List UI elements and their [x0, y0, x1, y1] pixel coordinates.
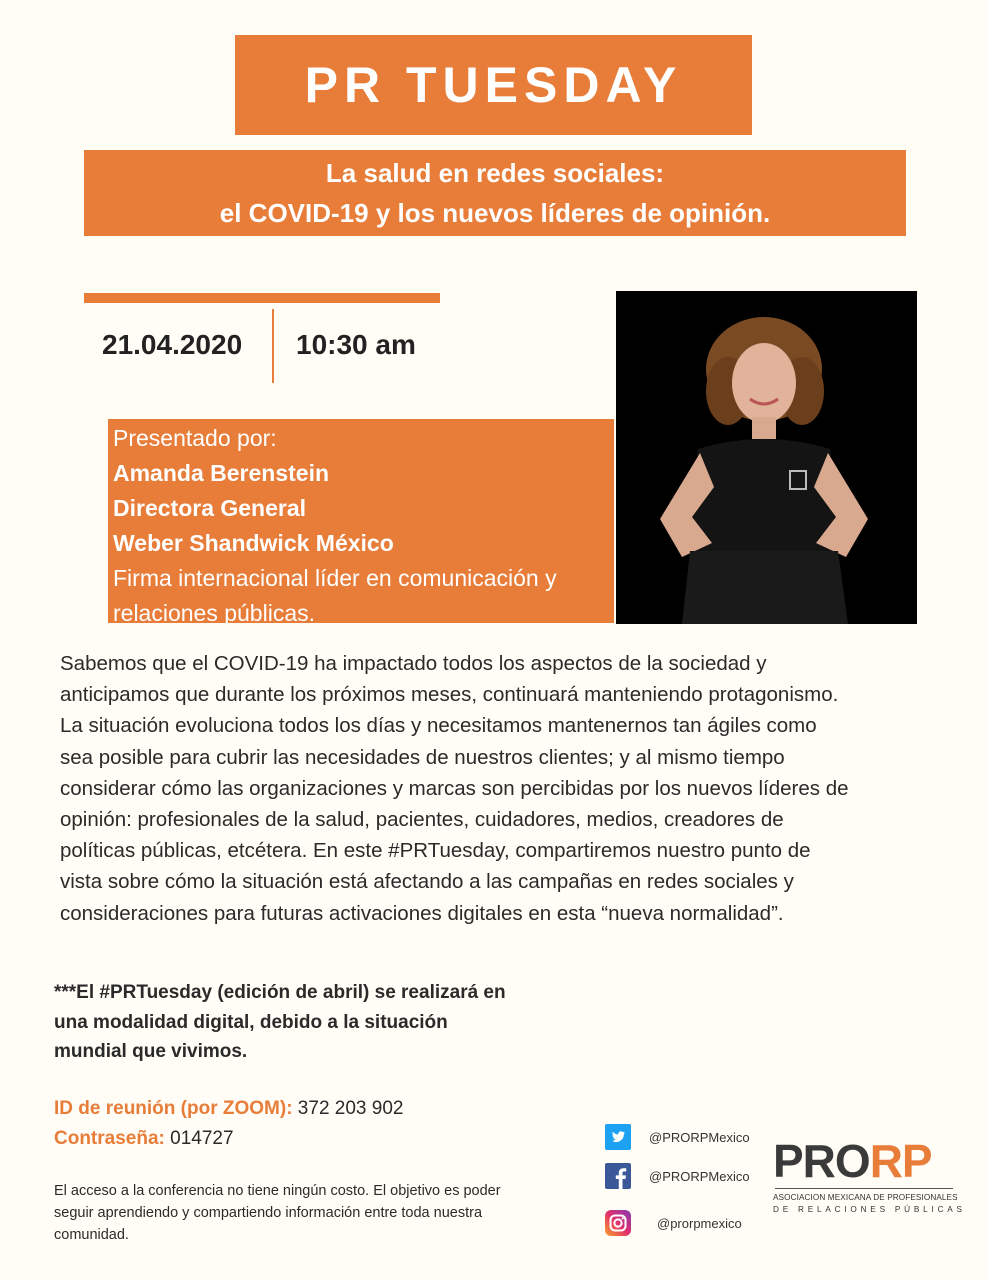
date-accent-bar [84, 293, 440, 303]
twitter-handle[interactable]: @PRORPMexico [649, 1129, 750, 1145]
subtitle-line-2: el COVID-19 y los nuevos líderes de opinión. [219, 198, 771, 228]
paragraph-line: opinión: profesionales de la salud, pacientes, cuidadores, medios, creadores de [60, 808, 784, 832]
logo-subtitle-2: DE RELACIONES PÚBLICAS [773, 1205, 966, 1214]
footer-line-2: seguir aprendiendo y compartiendo información entre toda nuestra [54, 1205, 483, 1221]
presenter-photo [616, 291, 917, 624]
logo-mark [773, 1135, 958, 1187]
meeting-id-row [54, 1094, 403, 1124]
paragraph-line: considerar cómo las organizaciones y marcas son percibidas por los nuevos líderes de [60, 776, 849, 800]
presenter-description-1: Firma internacional líder en comunicación y [113, 565, 557, 591]
page-title: PR TUESDAY [304, 57, 683, 113]
subtitle-banner [84, 150, 906, 236]
paragraph-line: consideraciones para futuras activaciones digitales en esta “nueva normalidad”. [60, 901, 784, 925]
event-time: 10:30 am [296, 329, 416, 360]
presenter-name: Amanda Berenstein [113, 460, 330, 486]
meeting-password-row [54, 1124, 403, 1154]
footer-line-1: El acceso a la conferencia no tiene ningún costo. El objetivo es poder [54, 1183, 501, 1199]
social-facebook[interactable] [605, 1163, 750, 1189]
logo-mark-rp: RP [869, 1135, 932, 1187]
presenter-card [108, 419, 614, 626]
paragraph-line: Sabemos que el COVID-19 ha impactado todos los aspectos de la sociedad y [60, 652, 767, 675]
footer-line-3: comunidad. [54, 1227, 129, 1243]
presenter-company: Weber Shandwick México [113, 530, 394, 556]
digital-notice [54, 978, 506, 1067]
presenter-intro: Presentado por: [113, 425, 277, 451]
meeting-info [54, 1094, 403, 1153]
paragraph-line: sea posible para cubrir las necesidades de nuestros clientes; y al mismo tiempo [60, 745, 785, 769]
facebook-handle[interactable]: @PRORPMexico [649, 1168, 750, 1184]
paragraph-line: vista sobre cómo la situación está afectando a las campañas en redes sociales y [60, 870, 794, 894]
social-instagram[interactable] [605, 1210, 742, 1236]
logo-divider [775, 1188, 953, 1189]
description-paragraph [60, 648, 950, 929]
social-twitter[interactable] [605, 1124, 750, 1150]
paragraph-line: políticas públicas, etcétera. En este #PRTuesday, compartiremos nuestro punto de [60, 839, 811, 863]
notice-line-1: ***El #PRTuesday (edición de abril) se realizará en [54, 982, 506, 1003]
date-divider [272, 309, 274, 383]
meeting-password-value: 014727 [164, 1127, 234, 1149]
meeting-password-label: Contraseña: [54, 1127, 165, 1149]
event-date: 21.04.2020 [102, 329, 243, 360]
logo-mark-pro: PRO [773, 1135, 870, 1187]
instagram-handle[interactable]: @prorpmexico [657, 1215, 742, 1231]
notice-line-3: mundial que vivimos. [54, 1041, 248, 1062]
meeting-id-label: ID de reunión (por ZOOM): [54, 1098, 293, 1119]
twitter-icon [605, 1124, 631, 1150]
paragraph-line: anticipamos que durante los próximos meses, continuará manteniendo protagonismo. [60, 683, 839, 707]
footer-note [54, 1180, 574, 1246]
notice-line-2: una modalidad digital, debido a la situación [54, 1011, 448, 1033]
paragraph-line: La situación evoluciona todos los días y necesitamos mantenernos tan ágiles como [60, 714, 817, 738]
prorp-logo [773, 1135, 966, 1214]
title-banner [235, 35, 752, 135]
instagram-icon [605, 1210, 631, 1236]
presenter-role: Directora General [113, 495, 307, 521]
facebook-icon [605, 1163, 631, 1189]
meeting-id-value: 372 203 902 [292, 1098, 404, 1119]
logo-subtitle-1: ASOCIACION MEXICANA DE PROFESIONALES [773, 1193, 958, 1202]
presenter-description-2: relaciones públicas. [113, 600, 316, 626]
subtitle-line-1: La salud en redes sociales: [325, 158, 665, 188]
